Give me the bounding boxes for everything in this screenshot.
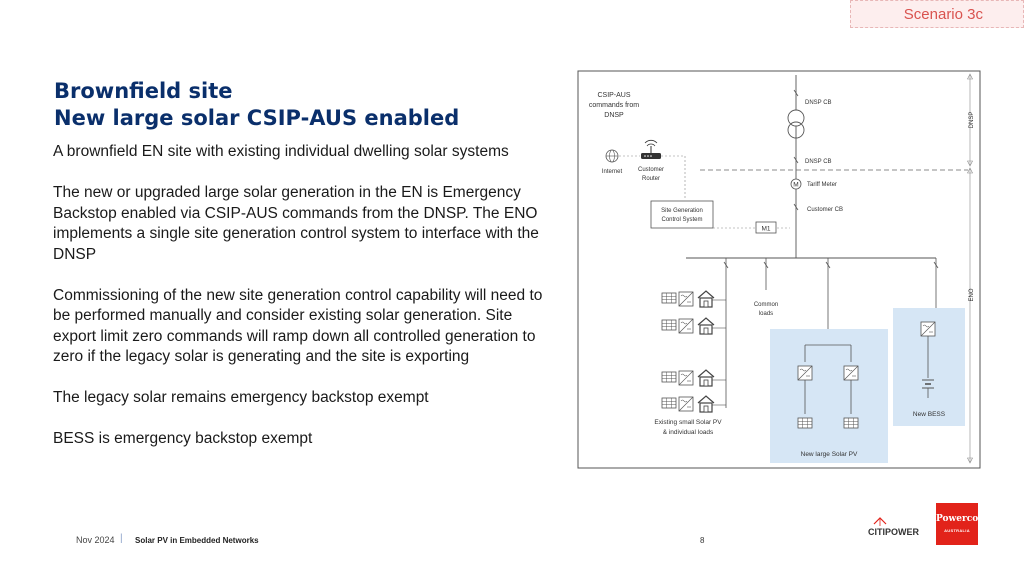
eno-side-label: ENO bbox=[969, 288, 975, 302]
site-gen-label-line-2: Control System bbox=[661, 217, 703, 223]
paragraph: The legacy solar remains emergency backstop exempt bbox=[53, 389, 429, 406]
page-number: 8 bbox=[700, 536, 705, 545]
csip-label-line-1: CSIP-AUS bbox=[597, 92, 631, 99]
existing-label-line-2: & individual loads bbox=[662, 429, 714, 436]
inverter-icon bbox=[679, 371, 693, 385]
customer-cb-label: Customer CB bbox=[807, 207, 844, 213]
csip-label-line-2: commands from bbox=[588, 102, 640, 109]
solar-panel-icon bbox=[662, 398, 676, 408]
large-pv-inverter-icon bbox=[798, 366, 812, 380]
meter-symbol: M bbox=[793, 181, 799, 189]
new-bess-label: New BESS bbox=[912, 411, 946, 418]
footer-title: Solar PV in Embedded Networks bbox=[135, 536, 259, 545]
footer-date: Nov 2024 bbox=[76, 535, 115, 545]
svg-text:CITIPOWER: CITIPOWER bbox=[868, 527, 919, 537]
title-line-1: Brownfield site bbox=[54, 79, 233, 103]
router-label-line-2: Router bbox=[641, 176, 661, 182]
m1-label: M1 bbox=[761, 225, 771, 233]
dnsp-cb-mid-label: DNSP CB bbox=[805, 159, 832, 165]
citipower-logo bbox=[866, 514, 926, 540]
dnsp-side-label: DNSP bbox=[969, 111, 975, 129]
scenario-badge: Scenario 3c bbox=[850, 0, 1024, 28]
footer-separator: | bbox=[120, 533, 123, 544]
inverter-icon bbox=[679, 292, 693, 306]
solar-panel-icon bbox=[662, 372, 676, 382]
common-loads-line-1: Common bbox=[753, 302, 779, 308]
solar-panel-icon bbox=[662, 320, 676, 330]
paragraph: The new or upgraded large solar generation in the EN is Emergency Backstop enabled via CSIP-AUS commands from the DNSP. The ENO implements a single site generation control system to interface with the DNSP bbox=[53, 184, 539, 263]
router-label-line-1: Customer bbox=[637, 167, 665, 173]
site-generation-control-box bbox=[651, 201, 713, 228]
internet-globe-icon bbox=[606, 150, 618, 162]
csip-label-line-3: DNSP bbox=[604, 112, 624, 119]
inverter-icon bbox=[679, 397, 693, 411]
new-large-pv-panel bbox=[770, 329, 888, 463]
solar-panel-icon bbox=[662, 293, 676, 303]
large-pv-inverter-icon bbox=[844, 366, 858, 380]
new-large-pv-label: New large Solar PV bbox=[800, 451, 858, 458]
existing-label-line-1: Existing small Solar PV bbox=[654, 419, 722, 426]
paragraph: Commissioning of the new site generation control capability will need to be performed manually and consider existing solar generation. Site export limit zero commands will ramp down all controlled generation to zero if the legacy solar is generating and the site is exporting bbox=[53, 286, 543, 365]
internet-label: Internet bbox=[601, 169, 623, 175]
large-pv-panel-icon bbox=[798, 418, 812, 428]
bess-inverter-icon bbox=[921, 322, 935, 336]
paragraph: A brownfield EN site with existing individual dwelling solar systems bbox=[53, 143, 509, 160]
large-pv-panel-icon bbox=[844, 418, 858, 428]
dnsp-cb-top-label: DNSP CB bbox=[805, 100, 832, 106]
site-gen-label-line-1: Site Generation bbox=[661, 208, 703, 214]
title-line-2: New large solar CSIP-AUS enabled bbox=[54, 106, 460, 130]
paragraph: BESS is emergency backstop exempt bbox=[53, 430, 313, 447]
inverter-icon bbox=[679, 319, 693, 333]
tariff-meter-label: Tariff Meter bbox=[807, 182, 837, 188]
common-loads-line-2: loads bbox=[758, 311, 774, 317]
powercor-logo: Powercor AUSTRALIA bbox=[936, 503, 978, 545]
